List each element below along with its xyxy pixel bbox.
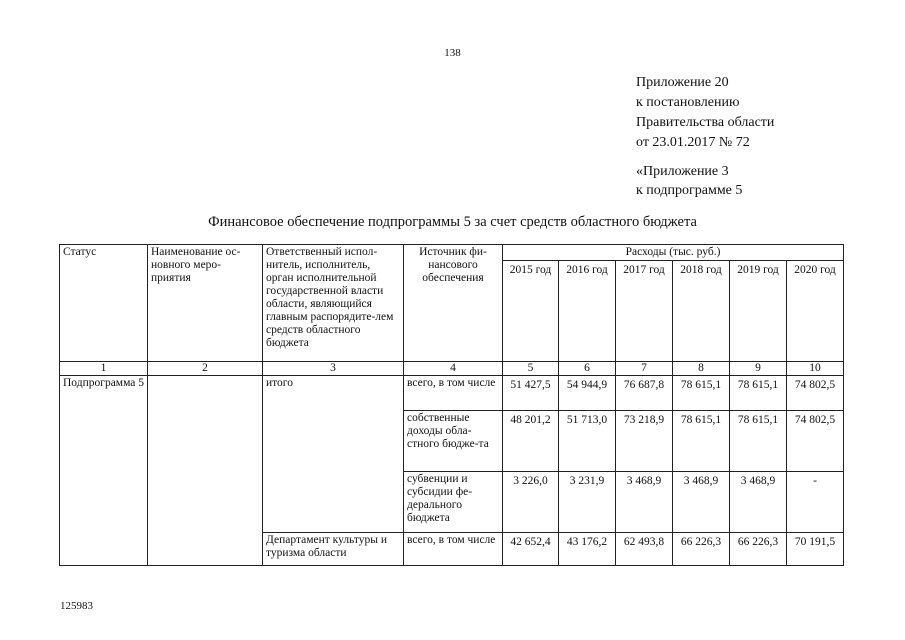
value-cell: 48 201,2 (503, 411, 559, 472)
appendix-line: Приложение 20 (636, 75, 729, 90)
value-cell: 3 468,9 (673, 472, 730, 533)
header-executor: Ответственный испол-нитель, исполнитель, орган исполнительной государственной власти области, являющийся главным распорядите-лем средств областного бюджета (263, 245, 404, 362)
appendix-line: к подпрограмме 5 (636, 183, 743, 198)
header-year: 2015 год (503, 261, 559, 362)
measure-cell (148, 376, 263, 566)
table-row (60, 376, 844, 411)
executor-cell: итого (263, 376, 404, 533)
source-cell: всего, в том числе (404, 376, 503, 411)
column-number: 4 (404, 362, 503, 376)
value-cell: 66 226,3 (673, 533, 730, 566)
column-number: 9 (730, 362, 787, 376)
header-year: 2019 год (730, 261, 787, 362)
appendix-line: от 23.01.2017 № 72 (636, 135, 750, 150)
header-expenses: Расходы (тыс. руб.) (503, 245, 844, 261)
page-number: 138 (444, 47, 461, 59)
value-cell: 51 427,5 (503, 376, 559, 411)
column-number: 3 (263, 362, 404, 376)
appendix-line: «Приложение 3 (636, 164, 729, 179)
value-cell: 54 944,9 (559, 376, 616, 411)
header-year: 2018 год (673, 261, 730, 362)
finance-table (59, 244, 844, 566)
value-cell: 3 226,0 (503, 472, 559, 533)
column-number: 8 (673, 362, 730, 376)
value-cell: 3 468,9 (616, 472, 673, 533)
header-year: 2016 год (559, 261, 616, 362)
appendix-header (636, 73, 774, 153)
value-cell: 42 652,4 (503, 533, 559, 566)
value-cell: 70 191,5 (787, 533, 844, 566)
appendix-line: к постановлению (636, 95, 740, 110)
column-number: 6 (559, 362, 616, 376)
header-year: 2017 год (616, 261, 673, 362)
header-year: 2020 год (787, 261, 844, 362)
value-cell: 78 615,1 (730, 411, 787, 472)
value-cell: 78 615,1 (673, 411, 730, 472)
executor-cell: Департамент культуры и туризма области (263, 533, 404, 566)
value-cell: 51 713,0 (559, 411, 616, 472)
value-cell: 73 218,9 (616, 411, 673, 472)
value-cell: 3 468,9 (730, 472, 787, 533)
header-source: Источник фи-нансового обеспечения (404, 245, 503, 362)
value-cell: 78 615,1 (730, 376, 787, 411)
column-number: 1 (60, 362, 148, 376)
column-number: 5 (503, 362, 559, 376)
subprogram-appendix-header (636, 162, 742, 200)
header-status: Статус (60, 245, 148, 362)
value-cell: 66 226,3 (730, 533, 787, 566)
value-cell: 43 176,2 (559, 533, 616, 566)
source-cell: собственные доходы обла-стного бюдже-та (404, 411, 503, 472)
value-cell: 74 802,5 (787, 376, 844, 411)
value-cell: 78 615,1 (673, 376, 730, 411)
column-number: 7 (616, 362, 673, 376)
value-cell: 74 802,5 (787, 411, 844, 472)
document-title: Финансовое обеспечение подпрограммы 5 за счет средств областного бюджета (208, 214, 697, 230)
value-cell: 76 687,8 (616, 376, 673, 411)
appendix-line: Правительства области (636, 115, 775, 130)
value-cell: - (787, 472, 844, 533)
value-cell: 3 231,9 (559, 472, 616, 533)
column-number: 10 (787, 362, 844, 376)
value-cell: 62 493,8 (616, 533, 673, 566)
header-measure: Наименование ос-новного меро-приятия (148, 245, 263, 362)
source-cell: субвенции и субсидии фе-дерального бюджета (404, 472, 503, 533)
column-number: 2 (148, 362, 263, 376)
source-cell: всего, в том числе (404, 533, 503, 566)
status-cell: Подпрограмма 5 (60, 376, 148, 566)
footer-code: 125983 (60, 600, 93, 612)
